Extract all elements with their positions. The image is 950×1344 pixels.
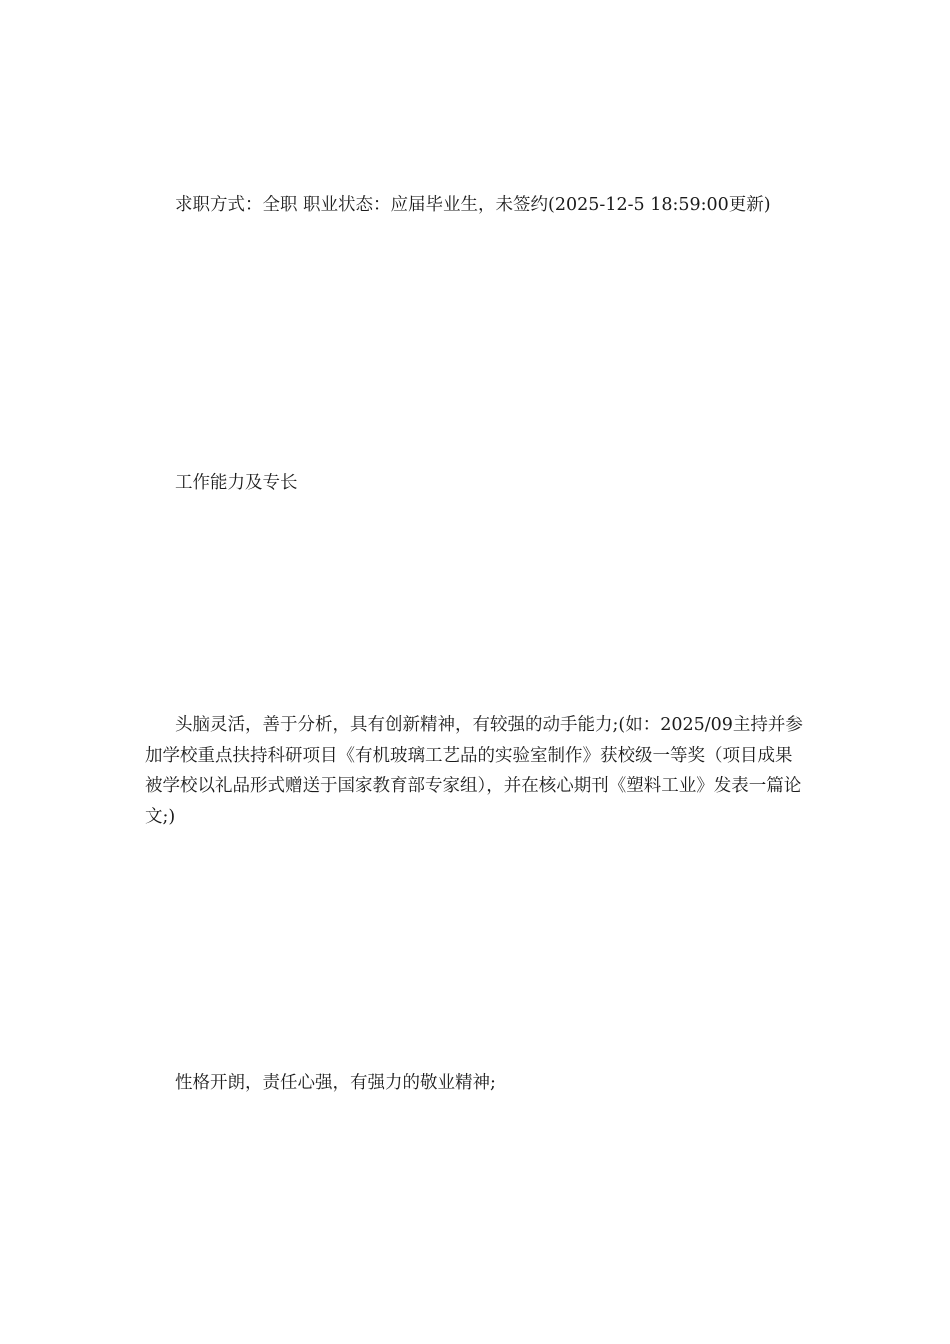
ability-paragraph: 头脑灵活，善于分析，具有创新精神，有较强的动手能力;(如：2025/09主持并参加学校重点扶持科研项目《有机玻璃工艺品的实验室制作》获校级一等奖（项目成果被学校以礼品形式赠送于国家教育部专家组），并在核心期刊《塑料工业》发表一篇论文;) [145, 715, 803, 827]
job-status-paragraph: 求职方式：全职 职业状态：应届毕业生，未签约(2025-12-5 18:59:00更新) [175, 195, 771, 215]
section-heading: 工作能力及专长 [175, 473, 298, 493]
personality-paragraph: 性格开朗，责任心强，有强力的敬业精神; [175, 1073, 496, 1093]
